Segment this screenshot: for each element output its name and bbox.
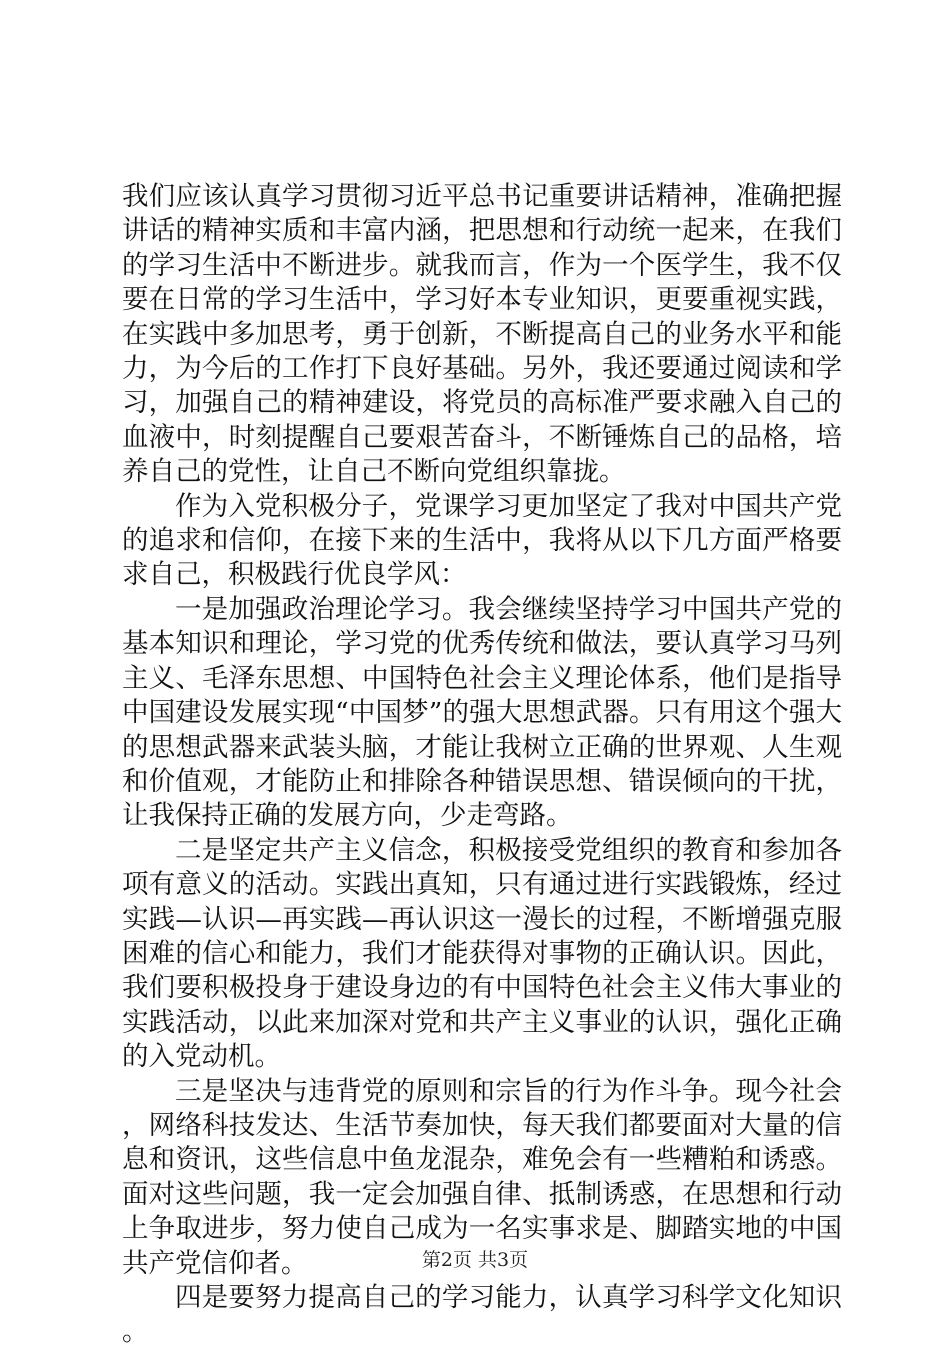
paragraph-continuation: 我们应该认真学习贯彻习近平总书记重要讲话精神，准确把握讲话的精神实质和丰富内涵，把思想和行动统一起来，在我们的学习生活中不断进步。就我而言，作为一个医学生，我不仅要在日常的学习生活中，学习好本专业知识，更要重视实践，在实践中多加思考，勇于创新，不断提高自己的业务水平和能力，为今后的工作打下良好基础。另外，我还要通过阅读和学习，加强自己的精神建设，将党员的高标准严要求融入自己的血液中，时刻提醒自己要艰苦奋斗，不断锤炼自己的品格，培养自己的党性，让自己不断向党组织靠拢。: [122, 181, 842, 488]
paragraph-intro: 作为入党积极分子，党课学习更加坚定了我对中国共产党的追求和信仰，在接下来的生活中，我将从以下几方面严格要求自己，积极践行优良学风：: [122, 490, 842, 591]
paragraph-point-3: 三是坚决与违背党的原则和宗旨的行为作斗争。现今社会，网络科技发达、生活节奏加快，每天我们都要面对大量的信息和资讯，这些信息中鱼龙混杂，难免会有一些糟粕和诱惑。面对这些问题，我一定会加强自律、抵制诱惑，在思想和行动上争取进步，努力使自己成为一名实事求是、脚踏实地的中国共产党信仰者。: [122, 1075, 842, 1279]
page-footer: 第2页 共3页: [421, 1249, 529, 1271]
paragraph-point-4: 四是要努力提高自己的学习能力，认真学习科学文化知识。: [122, 1282, 842, 1348]
document-body: [122, 180, 842, 1350]
paragraph-point-1: 一是加强政治理论学习。我会继续坚持学习中国共产党的基本知识和理论，学习党的优秀传统和做法，要认真学习马列主义、毛泽东思想、中国特色社会主义理论体系，他们是指导中国建设发展实现“中国梦”的强大思想武器。只有用这个强大的思想武器来武装头脑，才能让我树立正确的世界观、人生观和价值观，才能防止和排除各种错误思想、错误倾向的干扰，让我保持正确的发展方向，少走弯路。: [122, 593, 842, 832]
paragraph-point-2: 二是坚定共产主义信念，积极接受党组织的教育和参加各项有意义的活动。实践出真知，只有通过进行实践锻炼，经过实践—认识—再实践—再认识这一漫长的过程，不断增强克服困难的信心和能力，我们才能获得对事物的正确认识。因此，我们要积极投身于建设身边的有中国特色社会主义伟大事业的实践活动，以此来加深对党和共产主义事业的认识，强化正确的入党动机。: [122, 834, 842, 1073]
